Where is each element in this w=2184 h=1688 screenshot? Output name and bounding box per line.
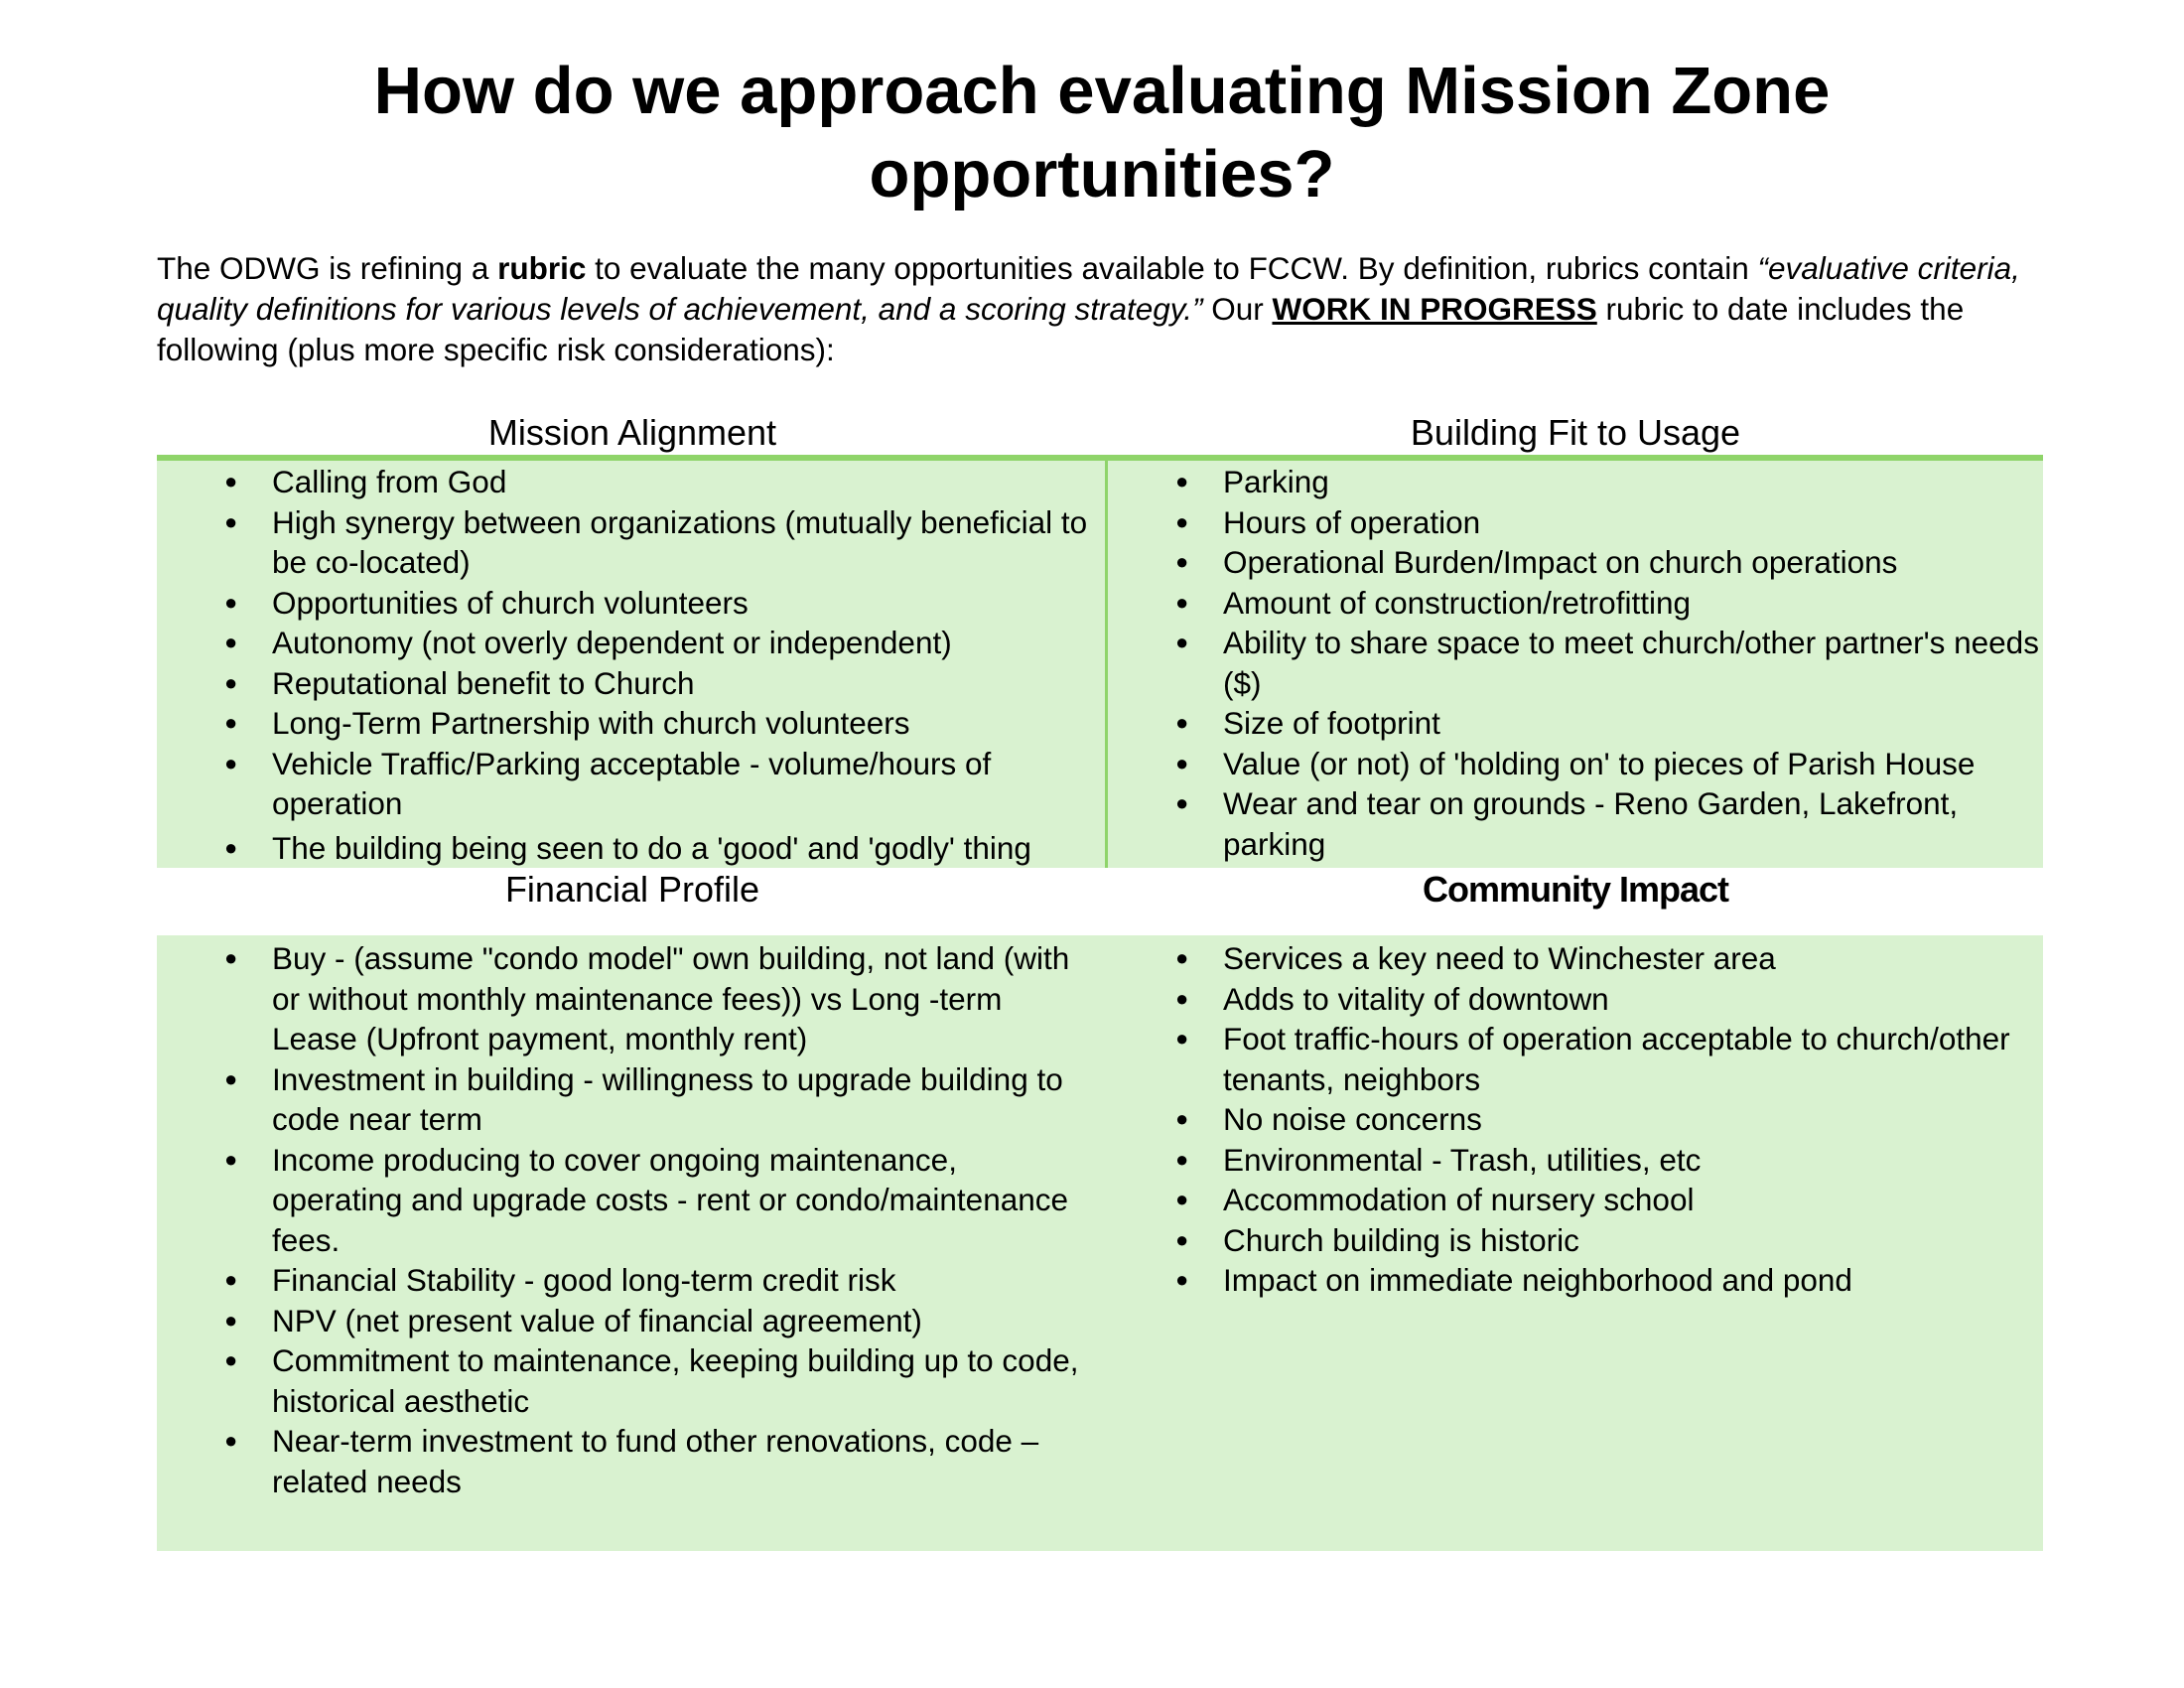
list-item: ● Value (or not) of 'holding on' to pieces of Parish House: [1108, 744, 2043, 784]
list-item: ● Environmental - Trash, utilities, etc: [1108, 1140, 2043, 1181]
list-item: ● Hours of operation: [1108, 502, 2043, 543]
intro-text-2: to evaluate the many opportunities available to FCCW. By definition, rubrics contain: [586, 250, 1758, 286]
intro-text-1: The ODWG is refining a: [157, 250, 498, 286]
intro-text-4: rubric to date includes the following (plus more specific risk considerations):: [157, 291, 1965, 367]
community-impact-heading: Community Impact: [1422, 869, 1729, 910]
list-item: ● Commitment to maintenance, keeping building up to code, historical aesthetic: [157, 1340, 1095, 1421]
list-item: ● Near-term investment to fund other renovations, code – related needs: [157, 1421, 1095, 1501]
financial-profile-heading: Financial Profile: [504, 869, 760, 910]
list-item: ● Parking: [1108, 462, 2043, 502]
mission-alignment-list: [157, 462, 1095, 868]
intro-rubric-definition-quote: “evaluative criteria, quality definitions for various levels of achievement, and a scoring strategy.”: [157, 250, 2020, 327]
financial-profile-list: [157, 938, 1095, 1501]
list-item: ● Investment in building - willingness to upgrade building to code near term: [157, 1059, 1095, 1140]
list-item: ● Vehicle Traffic/Parking acceptable - volume/hours of operation: [157, 744, 1095, 824]
list-item: ● Autonomy (not overly dependent or independent): [157, 623, 1095, 663]
building-fit-list: [1108, 462, 2043, 864]
list-item: ● Reputational benefit to Church: [157, 663, 1095, 704]
intro-rubric-term: rubric: [497, 250, 587, 286]
community-impact-list: [1108, 938, 2043, 1301]
list-item: ● Adds to vitality of downtown: [1108, 979, 2043, 1020]
intro-text-3: Our: [1202, 291, 1273, 327]
list-item: ● Impact on immediate neighborhood and pond: [1108, 1260, 2043, 1301]
list-item: ● Services a key need to Winchester area: [1108, 938, 2043, 979]
mission-alignment-heading: Mission Alignment: [487, 412, 777, 453]
intro-paragraph: [157, 248, 2043, 370]
table-top-border: [157, 455, 2043, 461]
list-item: ● No noise concerns: [1108, 1099, 2043, 1140]
list-item: ● Ability to share space to meet church/other partner's needs ($): [1108, 623, 2043, 703]
list-item: ● Church building is historic: [1108, 1220, 2043, 1261]
building-fit-heading: Building Fit to Usage: [1410, 412, 1741, 453]
list-item: ● Size of footprint: [1108, 703, 2043, 744]
page-title: How do we approach evaluating Mission Zone opportunities?: [373, 54, 1831, 211]
list-item: ● The building being seen to do a 'good' and 'godly' thing: [157, 828, 1095, 869]
list-item: ● NPV (net present value of financial agreement): [157, 1301, 1095, 1341]
list-item: ● Operational Burden/Impact on church operations: [1108, 542, 2043, 583]
list-item: ● Buy - (assume "condo model" own building, not land (with or without monthly maintenance fees)) vs Long -term Lease (Upfront payment, monthly rent): [157, 938, 1095, 1059]
list-item: ● Accommodation of nursery school: [1108, 1180, 2043, 1220]
list-item: ● Financial Stability - good long-term credit risk: [157, 1260, 1095, 1301]
list-item: ● Calling from God: [157, 462, 1095, 502]
intro-work-in-progress: WORK IN PROGRESS: [1272, 291, 1597, 327]
list-item: ● Foot traffic-hours of operation acceptable to church/other tenants, neighbors: [1108, 1019, 2043, 1099]
list-item: ● High synergy between organizations (mutually beneficial to be co-located): [157, 502, 1095, 583]
list-item: ● Amount of construction/retrofitting: [1108, 583, 2043, 624]
list-item: ● Income producing to cover ongoing maintenance, operating and upgrade costs - rent or condo/maintenance fees.: [157, 1140, 1095, 1261]
list-item: ● Long-Term Partnership with church volunteers: [157, 703, 1095, 744]
list-item: ● Opportunities of church volunteers: [157, 583, 1095, 624]
list-item: ● Wear and tear on grounds - Reno Garden, Lakefront, parking: [1108, 783, 2043, 864]
